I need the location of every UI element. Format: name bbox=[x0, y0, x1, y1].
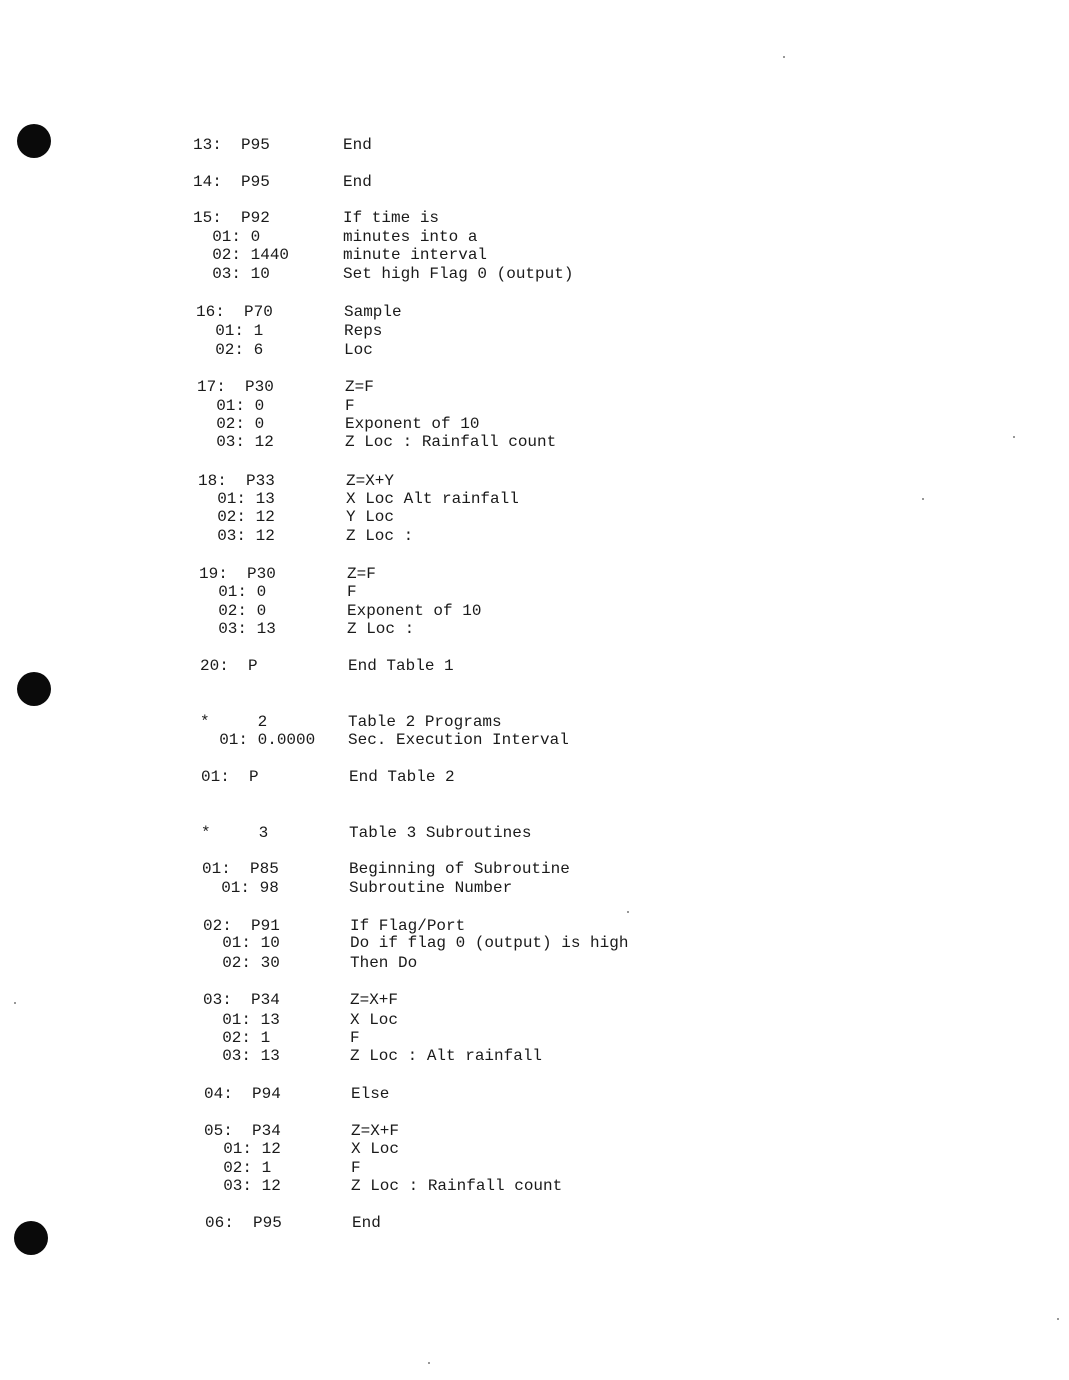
listing-line bbox=[0, 1213, 1069, 1233]
parameter-description: Set high Flag 0 (output) bbox=[343, 265, 574, 283]
listing-line bbox=[0, 1046, 1069, 1066]
parameter-code: 01: 13 bbox=[203, 1011, 280, 1029]
parameter-description: F bbox=[351, 1159, 361, 1177]
table-header-title: Table 3 Subroutines bbox=[349, 824, 532, 842]
instruction-description: Z=X+F bbox=[350, 991, 399, 1009]
parameter-description: Sec. Execution Interval bbox=[348, 731, 569, 749]
parameter-code: 01: 13 bbox=[198, 490, 275, 508]
parameter-description: F bbox=[350, 1029, 360, 1047]
listing-line bbox=[0, 619, 1069, 639]
parameter-code: 02: 1 bbox=[204, 1159, 272, 1177]
scan-speck bbox=[428, 1362, 430, 1364]
parameter-code: 01: 0 bbox=[199, 583, 267, 601]
parameter-description: X Loc bbox=[351, 1140, 400, 1158]
parameter-code: 02: 6 bbox=[196, 341, 264, 359]
instruction-code: 15: P92 bbox=[193, 209, 270, 227]
instruction-code: 02: P91 bbox=[203, 917, 280, 935]
listing-line bbox=[0, 172, 1069, 192]
listing-line bbox=[0, 712, 1069, 732]
parameter-code: 01: 0 bbox=[193, 228, 261, 246]
parameter-code: 02: 12 bbox=[198, 508, 275, 526]
listing-line bbox=[0, 227, 1069, 247]
listing-line bbox=[0, 507, 1069, 527]
listing-line bbox=[0, 990, 1069, 1010]
listing-line bbox=[0, 245, 1069, 265]
parameter-code: 03: 13 bbox=[203, 1047, 280, 1065]
parameter-code: 03: 10 bbox=[193, 265, 270, 283]
instruction-code: 16: P70 bbox=[196, 303, 273, 321]
parameter-code: 01: 12 bbox=[204, 1140, 281, 1158]
parameter-code: 01: 0.0000 bbox=[200, 731, 316, 749]
parameter-code: 02: 1440 bbox=[193, 246, 290, 264]
instruction-description: Else bbox=[351, 1085, 390, 1103]
punch-hole-middle bbox=[17, 672, 51, 706]
instruction-description: End bbox=[343, 173, 372, 191]
parameter-description: X Loc Alt rainfall bbox=[346, 490, 519, 508]
instruction-code: 01: P bbox=[201, 768, 259, 786]
listing-line bbox=[0, 601, 1069, 621]
listing-line bbox=[0, 656, 1069, 676]
parameter-code: 02: 0 bbox=[197, 415, 265, 433]
parameter-code: 03: 12 bbox=[204, 1177, 281, 1195]
table-header-title: Table 2 Programs bbox=[348, 713, 502, 731]
scan-speck bbox=[783, 56, 785, 58]
instruction-code: 18: P33 bbox=[198, 472, 275, 490]
listing-line bbox=[0, 1158, 1069, 1178]
parameter-code: 02: 30 bbox=[203, 954, 280, 972]
instruction-description: Beginning of Subroutine bbox=[349, 860, 570, 878]
instruction-description: If Flag/Port bbox=[350, 917, 466, 935]
listing-line bbox=[0, 933, 1069, 953]
parameter-code: 03: 12 bbox=[198, 527, 275, 545]
instruction-description: Z=F bbox=[347, 565, 376, 583]
listing-line bbox=[0, 526, 1069, 546]
instruction-code: 03: P34 bbox=[203, 991, 280, 1009]
parameter-code: 03: 12 bbox=[197, 433, 274, 451]
listing-line bbox=[0, 859, 1069, 879]
instruction-description: End bbox=[352, 1214, 381, 1232]
listing-line bbox=[0, 1028, 1069, 1048]
instruction-description: Z=X+F bbox=[351, 1122, 400, 1140]
listing-line bbox=[0, 730, 1069, 750]
parameter-description: Then Do bbox=[350, 954, 418, 972]
instruction-code: 20: P bbox=[200, 657, 258, 675]
parameter-description: Reps bbox=[344, 322, 383, 340]
listing-line bbox=[0, 1010, 1069, 1030]
table-header-code: * 2 bbox=[200, 713, 268, 731]
instruction-code: 06: P95 bbox=[205, 1214, 282, 1232]
listing-line bbox=[0, 1176, 1069, 1196]
parameter-code: 02: 1 bbox=[203, 1029, 271, 1047]
listing-line bbox=[0, 264, 1069, 284]
parameter-description: Z Loc : Alt rainfall bbox=[350, 1047, 543, 1065]
parameter-description: minutes into a bbox=[343, 228, 478, 246]
listing-line bbox=[0, 432, 1069, 452]
instruction-description: End Table 2 bbox=[349, 768, 455, 786]
listing-line bbox=[0, 302, 1069, 322]
instruction-code: 05: P34 bbox=[204, 1122, 281, 1140]
instruction-description: If time is bbox=[343, 209, 440, 227]
listing-line bbox=[0, 377, 1069, 397]
instruction-description: Sample bbox=[344, 303, 402, 321]
listing-line bbox=[0, 321, 1069, 341]
parameter-description: F bbox=[345, 397, 355, 415]
listing-line bbox=[0, 1121, 1069, 1141]
instruction-code: 01: P85 bbox=[202, 860, 279, 878]
parameter-code: 01: 1 bbox=[196, 322, 264, 340]
parameter-description: minute interval bbox=[343, 246, 488, 264]
parameter-description: Z Loc : Rainfall count bbox=[345, 433, 557, 451]
listing-line bbox=[0, 767, 1069, 787]
listing-line bbox=[0, 1084, 1069, 1104]
listing-line bbox=[0, 489, 1069, 509]
listing-line bbox=[0, 471, 1069, 491]
listing-line bbox=[0, 878, 1069, 898]
parameter-description: X Loc bbox=[350, 1011, 399, 1029]
parameter-description: Z Loc : bbox=[346, 527, 414, 545]
listing-line bbox=[0, 1139, 1069, 1159]
parameter-code: 02: 0 bbox=[199, 602, 267, 620]
parameter-description: Z Loc : bbox=[347, 620, 415, 638]
parameter-description: Subroutine Number bbox=[349, 879, 513, 897]
listing-line bbox=[0, 564, 1069, 584]
parameter-code: 01: 10 bbox=[203, 934, 280, 952]
instruction-code: 14: P95 bbox=[193, 173, 270, 191]
instruction-description: End bbox=[343, 136, 372, 154]
parameter-description: Z Loc : Rainfall count bbox=[351, 1177, 563, 1195]
listing-line bbox=[0, 953, 1069, 973]
listing-line bbox=[0, 135, 1069, 155]
listing-line bbox=[0, 396, 1069, 416]
instruction-code: 13: P95 bbox=[193, 136, 270, 154]
parameter-description: Exponent of 10 bbox=[345, 415, 480, 433]
parameter-code: 01: 0 bbox=[197, 397, 265, 415]
instruction-description: End Table 1 bbox=[348, 657, 454, 675]
instruction-description: Z=X+Y bbox=[346, 472, 395, 490]
instruction-code: 17: P30 bbox=[197, 378, 274, 396]
instruction-code: 19: P30 bbox=[199, 565, 276, 583]
table-header-code: * 3 bbox=[201, 824, 269, 842]
parameter-description: Do if flag 0 (output) is high bbox=[350, 934, 629, 952]
parameter-code: 01: 98 bbox=[202, 879, 279, 897]
scan-speck bbox=[1057, 1318, 1059, 1320]
scan-speck bbox=[627, 911, 629, 913]
parameter-description: Exponent of 10 bbox=[347, 602, 482, 620]
parameter-description: F bbox=[347, 583, 357, 601]
parameter-code: 03: 13 bbox=[199, 620, 276, 638]
parameter-description: Loc bbox=[344, 341, 373, 359]
listing-line bbox=[0, 823, 1069, 843]
parameter-description: Y Loc bbox=[346, 508, 395, 526]
listing-line bbox=[0, 414, 1069, 434]
instruction-description: Z=F bbox=[345, 378, 374, 396]
listing-line bbox=[0, 208, 1069, 228]
instruction-code: 04: P94 bbox=[204, 1085, 281, 1103]
listing-line bbox=[0, 582, 1069, 602]
listing-line bbox=[0, 340, 1069, 360]
